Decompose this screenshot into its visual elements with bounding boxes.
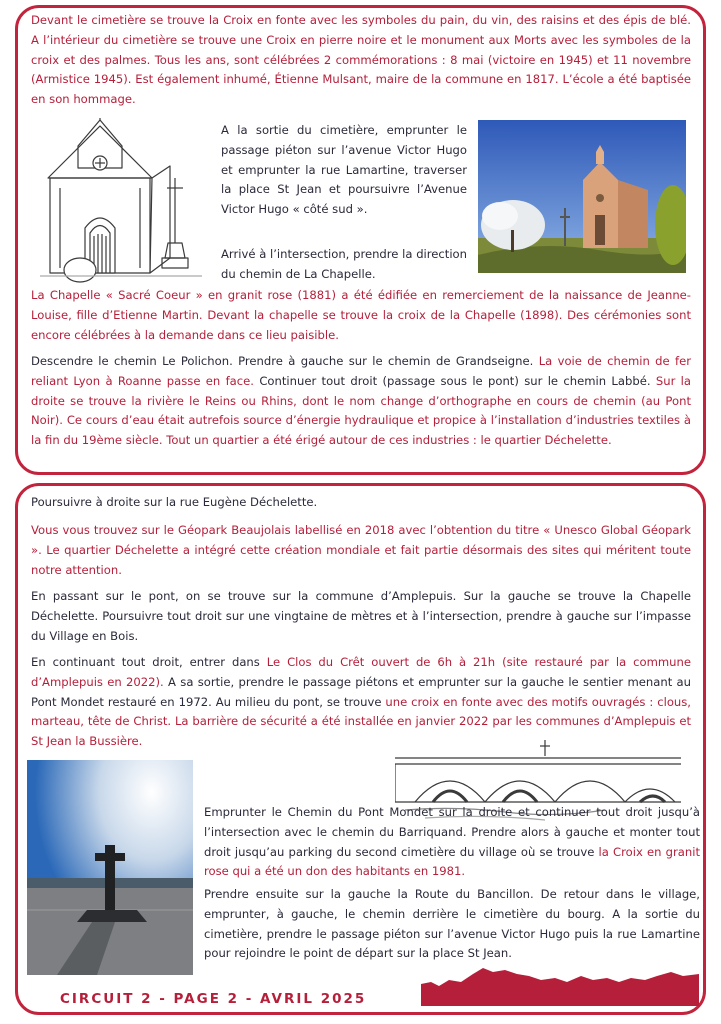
footer-title: CIRCUIT 2 - PAGE 2 - AVRIL 2025 [60, 991, 367, 1007]
text-granite-cross: la Croix en granit rose qui a été un don des habitants en 1981. [204, 844, 701, 879]
paragraph-leave-cemetery: A la sortie du cimetière, emprunter le passage piéton sur l’avenue Victor Hugo et emprunter la rue Lamartine, traverser la place St Jean et poursuivre l’Avenue Victor Hugo « côté sud ». [221, 123, 467, 217]
text-clos-hours: Le Clos du Crêt ouvert de 6h à 21h (site restauré par la commune d’Amplepuis en 2022). [31, 655, 692, 689]
paragraph-clos-du-cret [31, 653, 691, 752]
paragraph-polichon-route [31, 352, 691, 451]
text-barriquand: Emprunter le Chemin du Pont Mondet sur la droite et continuer tout droit jusqu’à l’intersection avec le chemin du Barriquand. Prendre alors à gauche et monter tout droit jusqu’au parking du second cimetière du village où se trouve [204, 805, 700, 859]
paragraph-route-bancillon: Prendre ensuite sur la gauche la Route du Bancillon. De retour dans le village, emprunter, à gauche, le chemin derrière le cimetière du bourg. A la sortie du cimetière, prendre le passage piéton sur l’avenue Victor Hugo puis la rue Lamartine pour rejoindre le point de départ sur la place St Jean. [204, 887, 700, 961]
text-labbe: Continuer tout droit (passage sous le pont) sur le chemin Labbé. [253, 373, 656, 388]
text-river-reins: Sur la droite se trouve la rivière le Reins ou Rhins, dont le nom change d’orthographe en cours de chemin (au Pont Noir). Ce cours d’eau était autrefois source d’énergie hydraulique et propice à l’installation d’industries textiles à la fin du 19ème siècle. Tout un quartier a été érigé autour de ces industries : le quartier Déchelette. [31, 373, 691, 448]
chapel-photo [478, 120, 686, 273]
text-enter-clos: En continuant tout droit, entrer dans [31, 655, 267, 669]
paragraph-cemetery-crosses: Devant le cimetière se trouve la Croix en fonte avec les symboles du pain, du vin, des raisins et des épis de blé. A l’intérieur du cimetière se trouve une Croix en pierre noire et le monument aux Morts avec les symboles de la croix et des palmes. Tous les ans, sont célébrées 2 commémorations : 8 mai (victoire en 1945) et 11 novembre (Armistice 1945). Est également inhumé, Étienne Mulsant, maire de la commune en 1817. L’école a été baptisée en son hommage. [31, 13, 691, 107]
text-polichon: Descendre le chemin Le Polichon. Prendre à gauche sur le chemin de Grandseigne. [31, 354, 539, 368]
chapel-sketch-image [40, 118, 202, 288]
elevation-profile-graphic [421, 962, 699, 1006]
paragraph-geopark: Vous vous trouvez sur le Géopark Beaujolais labellisé en 2018 avec l’obtention du titre « Unesco Global Géopark ». Le quartier Déchelette a intégré cette création mondiale et fait partie désormais des sites qui méritent toute notre attention. [31, 523, 691, 577]
paragraph-sacre-coeur: La Chapelle « Sacré Coeur » en granit rose (1881) a été édifiée en remerciement de la naissance de Jeanne-Louise, fille d’Etienne Martin. Devant la chapelle se trouve la croix de la Chapelle (1898). Des cérémonies sont encore célébrées à la demande dans ce lieu paisible. [31, 288, 691, 342]
paragraph-dechelette-street: Poursuivre à droite sur la rue Eugène Déchelette. [31, 495, 318, 509]
text-pont-mondet: A sa sortie, prendre le passage piétons et emprunter sur la gauche le sentier menant au Pont Mondet restauré en 1972. Au milieu du pont, se trouve [31, 674, 691, 709]
granite-cross-photo [27, 760, 193, 975]
paragraph-chemin-pont-mondet [204, 803, 700, 882]
text-iron-cross: une croix en fonte avec des motifs ouvragés : clous, marteau, tête de Christ. La barrière de sécurité a été installée en janvier 2022 par les communes d’Amplepuis et St Jean la Bussière. [31, 694, 691, 749]
text-railway: La voie de chemin de fer reliant Lyon à Roanne passe en face. [31, 354, 691, 388]
paragraph-amplepuis-bridge: En passant sur le pont, on se trouve sur la commune d’Amplepuis. Sur la gauche se trouve la Chapelle Déchelette. Poursuivre tout droit sur une vingtaine de mètres et à l’intersection, prendre à gauche sur l’impasse du Village en Bois. [31, 589, 691, 643]
paragraph-chapel-direction: Arrivé à l’intersection, prendre la direction du chemin de La Chapelle. [221, 247, 467, 281]
